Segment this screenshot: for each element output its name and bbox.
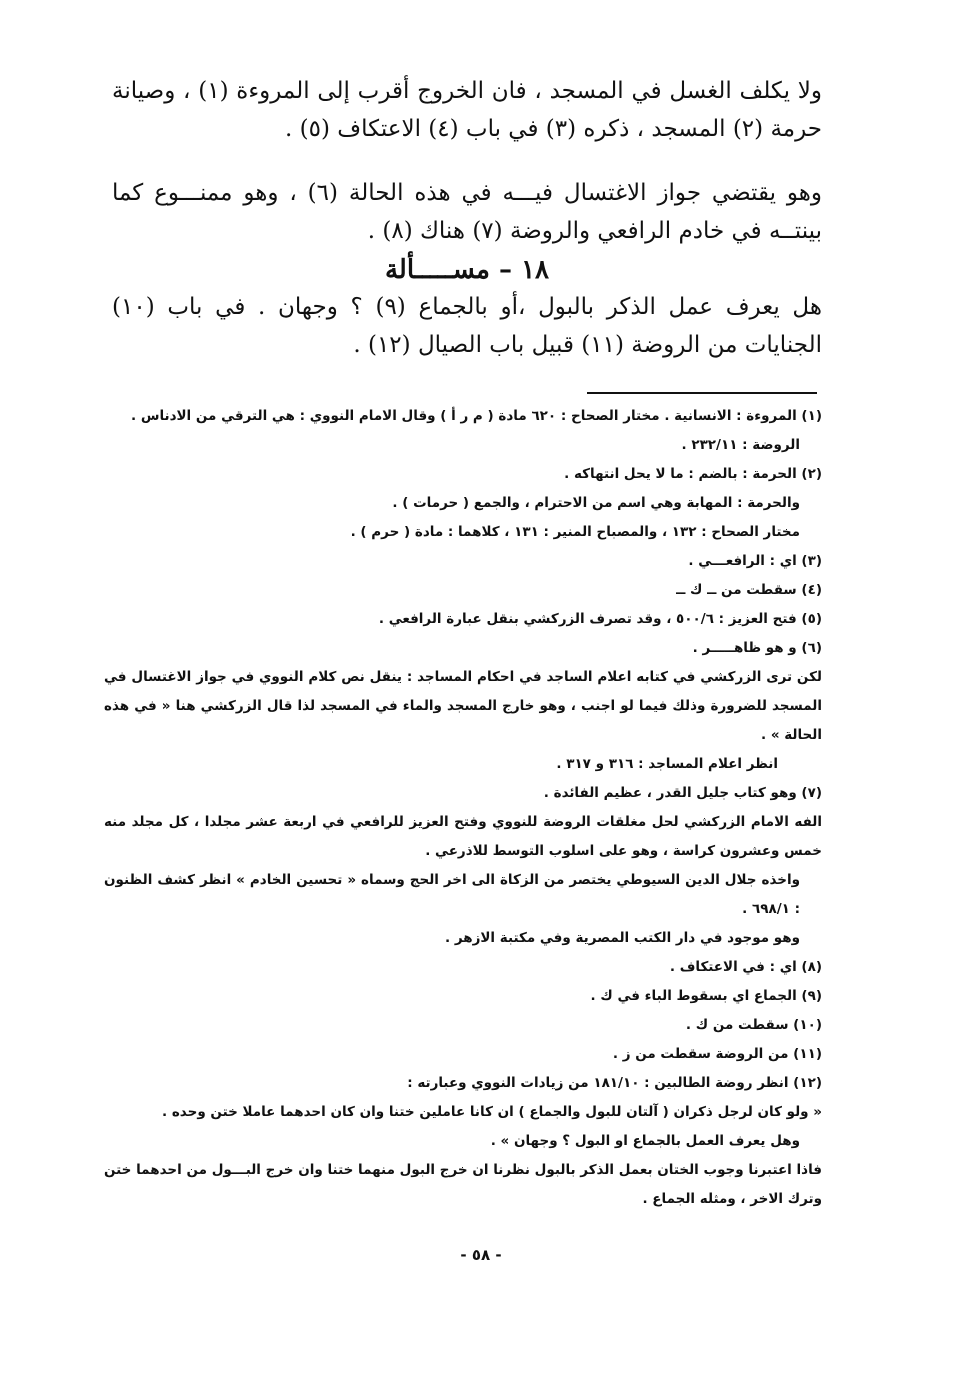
footnote-line: مختار الصحاح : ١٣٢ ، والمصباح المنير : ١٣١ ، كلاهما : مادة ( حرم ) . bbox=[350, 524, 800, 540]
footnote-line: واخذه جلال الدين السيوطي يختصر من الزكاة الى اخر الحج وسماه « تحسين الخادم » انظر كشف الظنون : ٦٩٨/١ . bbox=[104, 872, 800, 917]
footnote-line: والحرمة : المهابة وهي اسم من الاحترام ، والجمع ( حرمات ) . bbox=[392, 495, 800, 511]
footnote-line: (٧) وهو كتاب جليل القدر ، عظيم الفائدة . bbox=[543, 785, 822, 801]
footnote-line: الروضة : ٢٣٢/١١ . bbox=[681, 437, 800, 453]
footnote-line: وهل يعرف العمل بالجماع او البول ؟ وجهان » . bbox=[490, 1133, 800, 1149]
footnote-line: (٨) اي : في الاعتكاف . bbox=[669, 959, 822, 975]
footnote-line: (١٠) سقطت من ك . bbox=[685, 1017, 822, 1033]
footnote-line: (٦) و هو ظاهـــــر . bbox=[692, 640, 822, 656]
footnote-line: انظر اعلام المساجد : ٣١٦ و ٣١٧ . bbox=[556, 756, 778, 772]
footnotes bbox=[104, 402, 822, 1214]
paragraph-3: هل يعرف عمل الذكر بالبول ،أو بالجماع (٩) ؟ وجهان . في باب (١٠) الجنايات من الروضة (١١) قبيل باب الصيال (١٢) . bbox=[112, 294, 822, 358]
section-heading: ١٨ – مســـــألة bbox=[384, 255, 550, 285]
footnote-separator bbox=[587, 392, 817, 394]
footnote-line: « ولو كان لرجل ذكران ( آلتان للبول والجماع ) ان كانا عاملين ختنا وان كان احدهما عاملا ختن وحده . bbox=[162, 1104, 822, 1120]
main-text bbox=[112, 72, 822, 364]
footnote-line: (٣) اي : الرافعـــي . bbox=[688, 553, 822, 569]
footnote-line: الفه الامام الزركشي لحل مغلقات الروضة للنووي وفتح العزيز للرافعي في اربعة عشر مجلدا ، كل مجلد منه خمس وعشرون كراسة ، وهو على اسلوب التوسط للاذرعي . bbox=[104, 814, 822, 859]
footnote-line: فاذا اعتبرنا وجوب الختان بعمل الذكر بالبول نظرنا ان خرج البول منهما ختنا وان خرج البـــول من احدهما ختن وترك الاخر ، ومثله الجماع . bbox=[104, 1162, 822, 1207]
footnote-line: (١٢) انظر روضة الطالبين : ١٨١/١٠ من زيادات النووي وعبارته : bbox=[407, 1075, 822, 1091]
footnote-line: (٤) سقطت من ــ ك ــ bbox=[676, 582, 822, 598]
footnote-line: وهو موجود في دار الكتب المصرية وفي مكتبة الازهر . bbox=[445, 930, 800, 946]
footnote-line: لكن ترى الزركشي في كتابه اعلام الساجد في احكام المساجد : ينقل نص كلام النووي في جواز الاغتسال في المسجد للضرورة وذلك فيما لو اجنب ، وهو خارج المسجد والماء في المسجد لذا قال الزركشي هنا « في هذه الحالة » . bbox=[104, 669, 822, 743]
paragraph-2: وهو يقتضي جواز الاغتسال فيـــه في هذه الحالة (٦) ، وهو ممنـــوع كما بينتــه في خادم الرافعي والروضة (٧) هناك (٨) . bbox=[112, 180, 822, 244]
footnote-line: (٢) الحرمة : بالضم : ما لا يحل انتهاكه . bbox=[564, 466, 822, 482]
footnote-line: (١١) من الروضة سقطت من ز . bbox=[612, 1046, 822, 1062]
footnote-line: (١) المروءة : الانسانية . مختار الصحاح : ٦٢٠ مادة ( م ر أ ) وقال الامام النووي : هي الترقي من الادناس . bbox=[130, 408, 822, 424]
paragraph-1: ولا يكلف الغسل في المسجد ، فان الخروج أقرب إلى المروءة (١) ، وصيانة حرمة (٢) المسجد ، ذكره (٣) في باب (٤) الاعتكاف (٥) . bbox=[112, 78, 822, 142]
footnote-line: (٥) فتح العزيز : ٥٠٠/٦ ، وقد تصرف الزركشي بنقل عبارة الرافعي . bbox=[378, 611, 822, 627]
page-number: - ٥٨ - bbox=[460, 1246, 502, 1264]
footnote-line: (٩) الجماع اي بسقوط الباء في ك . bbox=[590, 988, 822, 1004]
